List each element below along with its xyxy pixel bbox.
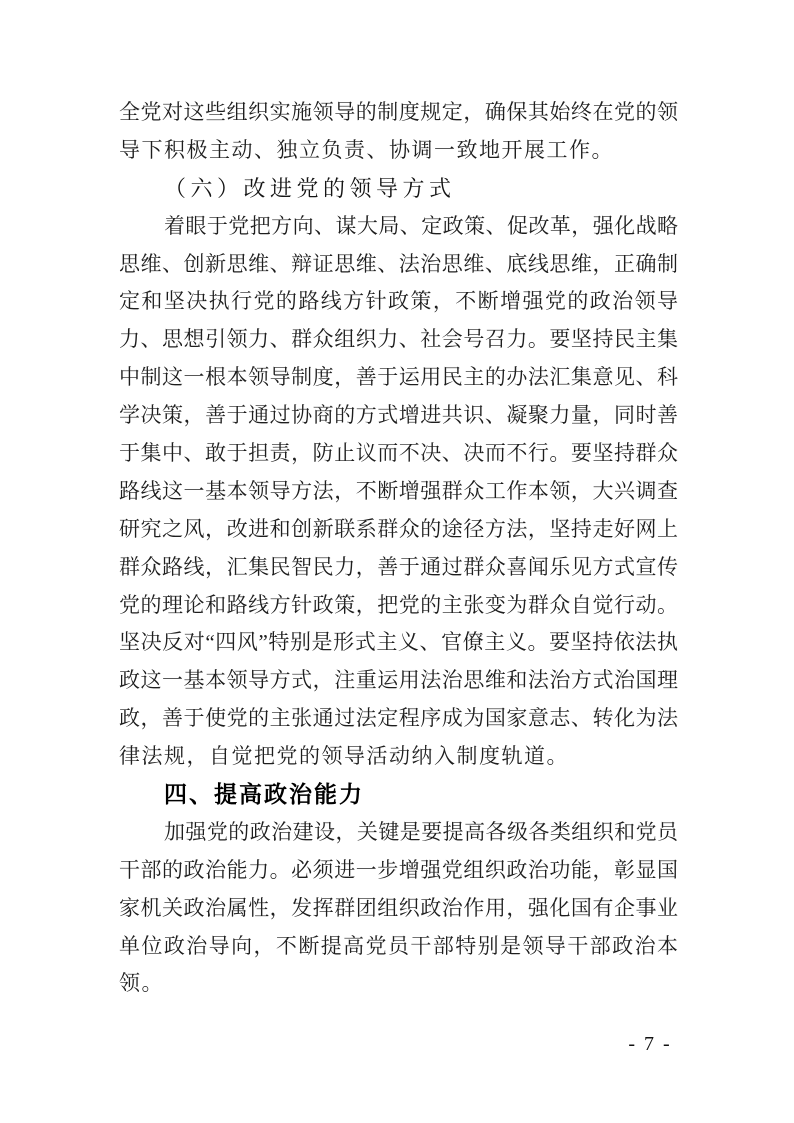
- text-line: 路线这一基本领导方法，不断增强群众工作本领，大兴调查: [119, 478, 678, 503]
- section-heading: 四、提高政治能力: [164, 781, 364, 808]
- text-line: 全党对这些组织实施领导的制度规定，确保其始终在党的领: [119, 100, 678, 124]
- text-line: 定和坚决执行党的路线方针政策，不断增强党的政治领导: [119, 289, 678, 314]
- text-line: 家机关政治属性，发挥群团组织政治作用，强化国有企事业: [119, 895, 678, 920]
- text-line: 学决策，善于通过协商的方式增进共识、凝聚力量，同时善: [119, 403, 678, 428]
- text-line: 中制这一根本领导制度，善于运用民主的办法汇集意见、科: [119, 365, 678, 390]
- text-line: 导下积极主动、独立负责、协调一致地开展工作。: [119, 137, 614, 162]
- text-line: 于集中、敢于担责，防止议而不决、决而不行。要坚持群众: [119, 441, 678, 466]
- text-line: 律法规，自觉把党的领导活动纳入制度轨道。: [119, 744, 569, 769]
- text-line: 群众路线，汇集民智民力，善于通过群众喜闻乐见方式宣传: [119, 554, 678, 579]
- text-line: 研究之风，改进和创新联系群众的途径方法，坚持走好网上: [119, 516, 678, 541]
- text-line: 思维、创新思维、辩证思维、法治思维、底线思维，正确制: [119, 251, 678, 276]
- text-line: 加强党的政治建设，关键是要提高各级各类组织和党员: [164, 819, 678, 844]
- text-line: 着眼于党把方向、谋大局、定政策、促改革，强化战略: [164, 213, 678, 238]
- page-number: - 7 -: [628, 1033, 672, 1055]
- text-line: 领。: [119, 971, 164, 996]
- text-line: 政，善于使党的主张通过法定程序成为国家意志、转化为法: [119, 706, 678, 731]
- text-line: 干部的政治能力。必须进一步增强党组织政治功能，彰显国: [119, 857, 678, 882]
- text-line: 政这一基本领导方式，注重运用法治思维和法治方式治国理: [119, 668, 678, 693]
- document-body: [119, 94, 678, 1003]
- sub-section-heading: （六）改进党的领导方式: [164, 175, 456, 201]
- text-line: 力、思想引领力、群众组织力、社会号召力。要坚持民主集: [119, 327, 678, 352]
- text-line: 党的理论和路线方针政策，把党的主张变为群众自觉行动。: [119, 592, 678, 617]
- text-line: 单位政治导向，不断提高党员干部特别是领导干部政治本: [119, 933, 678, 958]
- text-line: 坚决反对“四风”特别是形式主义、官僚主义。要坚持依法执: [119, 630, 678, 655]
